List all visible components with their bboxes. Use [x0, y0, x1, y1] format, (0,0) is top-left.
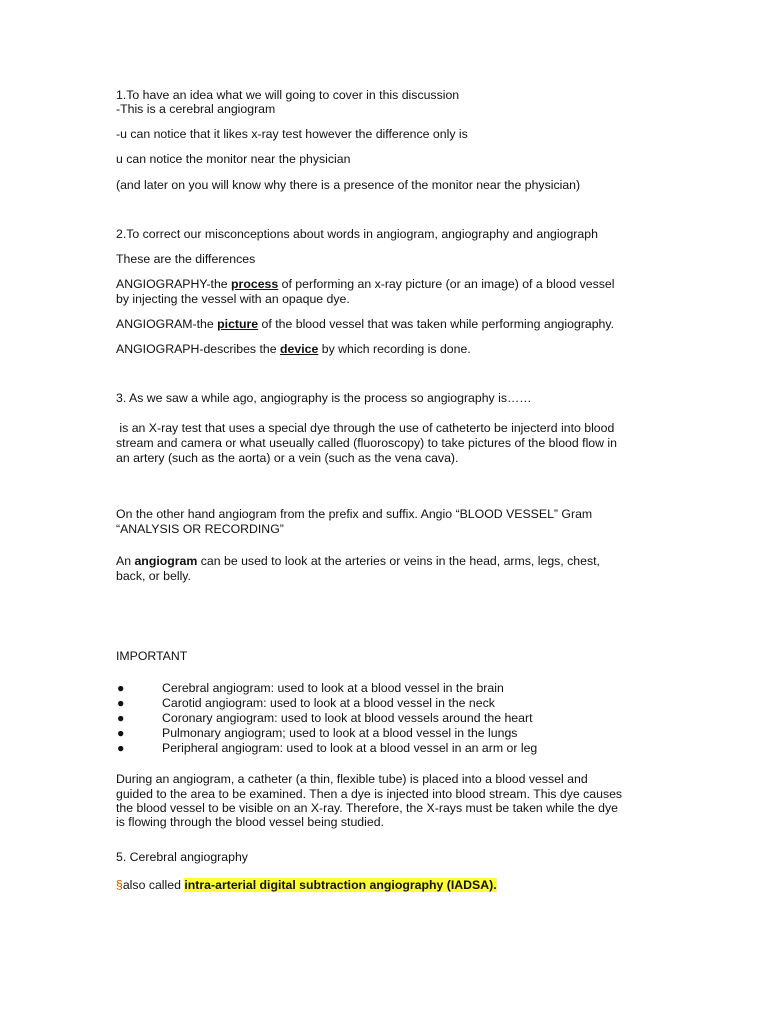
- paragraph-6-line-1: During an angiogram, a catheter (a thin, flexible tube) is placed into a blood vessel and: [116, 772, 588, 786]
- paragraph-3-line-1: 3. As we saw a while ago, angiography is the process so angiography is……: [116, 391, 532, 405]
- paragraph-6-line-3: the blood vessel to be visible on an X-ray. Therefore, the X-rays must be taken while the dye: [116, 801, 618, 815]
- paragraph-1-line-5: (and later on you will know why there is a presence of the monitor near the physician): [116, 178, 581, 192]
- paragraph-1-line-2: -This is a cerebral angiogram: [116, 102, 276, 116]
- angiography-definition-line-2: by injecting the vessel with an opaque dye.: [116, 292, 350, 306]
- section-mark-icon: §: [116, 878, 123, 892]
- paragraph-5-line-1: [116, 554, 600, 569]
- bullet-dot: ●: [117, 711, 125, 725]
- paragraph-5-line-2: back, or belly.: [116, 569, 191, 583]
- list-item: Cerebral angiogram: used to look at a blood vessel in the brain: [162, 681, 504, 695]
- angiograph-suffix: by which recording is done.: [318, 342, 471, 356]
- angiography-term: process: [231, 277, 279, 291]
- angiograph-definition: [116, 342, 471, 357]
- paragraph-5-prefix: An: [116, 554, 135, 568]
- iadsa-line: [116, 878, 497, 893]
- angiography-suffix: of performing an x-ray picture (or an image) of a blood vessel: [278, 277, 615, 291]
- paragraph-4-line-2: “ANALYSIS OR RECORDING”: [116, 522, 284, 536]
- iadsa-prefix: also called: [122, 878, 185, 892]
- paragraph-1-line-3: -u can notice that it likes x-ray test however the difference only is: [116, 127, 468, 141]
- angiograph-prefix: ANGIOGRAPH-describes the: [116, 342, 281, 356]
- paragraph-1-line-4: u can notice the monitor near the physician: [116, 152, 351, 166]
- paragraph-2-line-1: 2.To correct our misconceptions about words in angiogram, angiography and angiograph: [116, 227, 598, 241]
- angiogram-prefix: ANGIOGRAM-the: [116, 317, 218, 331]
- paragraph-6-line-4: is flowing through the blood vessel being studied.: [116, 815, 384, 829]
- important-heading: IMPORTANT: [116, 649, 188, 663]
- list-item: Pulmonary angiogram; used to look at a blood vessel in the lungs: [162, 726, 518, 740]
- list-item: Carotid angiogram: used to look at a blood vessel in the neck: [162, 696, 495, 710]
- bullet-dot: ●: [117, 681, 125, 695]
- paragraph-4-line-1: On the other hand angiogram from the prefix and suffix. Angio “BLOOD VESSEL” Gram: [116, 507, 593, 521]
- paragraph-5-suffix: can be used to look at the arteries or veins in the head, arms, legs, chest,: [197, 554, 600, 568]
- bullet-dot: ●: [117, 696, 125, 710]
- paragraph-7-heading: 5. Cerebral angiography: [116, 850, 248, 864]
- bullet-dot: ●: [117, 726, 125, 740]
- paragraph-1-line-1: 1.To have an idea what we will going to cover in this discussion: [116, 88, 460, 102]
- angiogram-bold-term: angiogram: [134, 554, 198, 568]
- paragraph-3-line-4: an artery (such as the aorta) or a vein (such as the vena cava).: [116, 451, 459, 465]
- bullet-dot: ●: [117, 741, 125, 755]
- angiography-definition: [116, 277, 615, 292]
- paragraph-6-line-2: guided to the area to be examined. Then a dye is injected into blood stream. This dye causes: [116, 787, 623, 801]
- paragraph-2-line-2: These are the differences: [116, 252, 256, 266]
- angiogram-definition: [116, 317, 614, 332]
- paragraph-3-line-2: is an X-ray test that uses a special dye through the use of catheterto be injecterd into blood: [116, 421, 615, 435]
- angiogram-term: picture: [217, 317, 259, 331]
- paragraph-3-line-3: stream and camera or what useually called (fluoroscopy) to take pictures of the blood flow in: [116, 436, 618, 450]
- angiogram-suffix: of the blood vessel that was taken while performing angiography.: [258, 317, 615, 331]
- list-item: Coronary angiogram: used to look at blood vessels around the heart: [162, 711, 533, 725]
- list-item: Peripheral angiogram: used to look at a blood vessel in an arm or leg: [162, 741, 538, 755]
- angiograph-term: device: [280, 342, 319, 356]
- angiography-prefix: ANGIOGRAPHY-the: [116, 277, 232, 291]
- iadsa-highlight: intra-arterial digital subtraction angiography (IADSA).: [184, 878, 497, 892]
